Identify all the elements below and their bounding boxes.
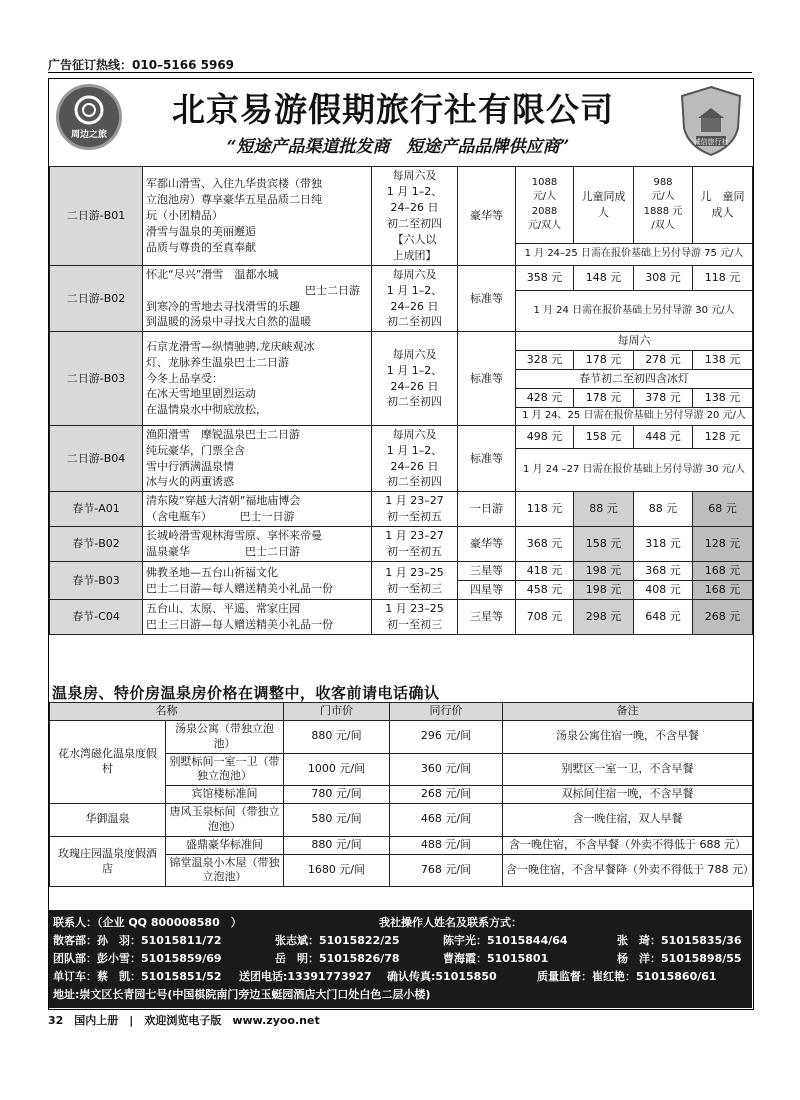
- contact-entry: 岳 明：51015826/78: [275, 952, 400, 965]
- tour-class: 标准等: [458, 265, 516, 332]
- room-type: 汤泉公寓（带独立泡池）: [166, 720, 284, 753]
- hotel-name: 华御温泉: [50, 804, 166, 837]
- tour-code: 二日游-B01: [50, 167, 143, 266]
- snail-icon: [67, 93, 111, 127]
- room-type: 锦堂温泉小木屋（带独立泡池）: [166, 854, 284, 887]
- price-cell: 448 元: [634, 425, 693, 449]
- brand-logo: [56, 84, 122, 150]
- tour-class: 豪华等: [458, 527, 516, 562]
- table-row: [50, 804, 753, 837]
- tour-code: 春节-B02: [50, 527, 143, 562]
- table-row: [50, 492, 753, 527]
- rack-rate: 1680 元/间: [284, 854, 390, 887]
- table-row: [50, 562, 753, 581]
- price-cell: 408 元: [634, 581, 693, 600]
- tour-class: 标准等: [458, 425, 516, 492]
- rack-rate: 1000 元/间: [284, 753, 390, 786]
- header: [48, 78, 752, 166]
- tour-dates: 1 月 23–27 初一至初五: [372, 527, 458, 562]
- contact-panel: [49, 910, 752, 1008]
- price-cell: 88 元: [634, 492, 693, 527]
- tour-dates: 每周六及 1 月 1–2、 24–26 日 初二至初四: [372, 425, 458, 492]
- tour-class: 三星等: [458, 600, 516, 635]
- price-note: 1 月 24–25 日需在报价基础上另付导游 75 元/人: [516, 243, 753, 265]
- price-note: 1 月 24、25 日需在报价基础上另付导游 20 元/人: [516, 408, 753, 426]
- price-cell: 278 元: [634, 351, 693, 370]
- price-cell: 648 元: [634, 600, 693, 635]
- tour-class: 标准等: [458, 332, 516, 425]
- table-row: [50, 527, 753, 562]
- logo-text: 周边之旅: [70, 130, 107, 140]
- tour-dates: 每周六及 1 月 1–2、 24–26 日 初二至初四: [372, 332, 458, 425]
- col-header: 门市价: [284, 703, 390, 721]
- tour-dates: 每周六及 1 月 1–2、 24–26 日 初二至初四: [372, 265, 458, 332]
- col-header: 同行价: [390, 703, 503, 721]
- net-rate: 268 元/间: [390, 786, 503, 804]
- rack-rate: 880 元/间: [284, 720, 390, 753]
- contact-entry: 曹海霞：51015801: [443, 952, 549, 965]
- price-cell: 118 元: [516, 492, 574, 527]
- room-type: 宾馆楼标准间: [166, 786, 284, 804]
- room-note: 含一晚住宿，不含早餐（外卖不得低于 688 元）: [503, 836, 753, 854]
- price-cell: 418 元: [516, 562, 574, 581]
- room-note: 含一晚住宿，双人早餐: [503, 804, 753, 837]
- contact-entry: 陈宇光：51015844/64: [443, 934, 568, 947]
- table-row: [50, 265, 753, 291]
- contact-header: 联系人：（企业 QQ 800008580 ）: [53, 916, 242, 929]
- rack-rate: 580 元/间: [284, 804, 390, 837]
- price-cell: 268 元: [693, 600, 753, 635]
- tour-code: 二日游-B04: [50, 425, 143, 492]
- price-cell: 178 元: [574, 351, 634, 370]
- price-cell: 88 元: [574, 492, 634, 527]
- price-cell: 儿童同成人: [574, 167, 634, 244]
- price-subheader: 春节初二至初四含冰灯: [516, 370, 753, 389]
- room-note: 双标间住宿一晚，不含早餐: [503, 786, 753, 804]
- price-cell: 158 元: [574, 527, 634, 562]
- tour-dates: 1 月 23–25 初一至初三: [372, 562, 458, 600]
- price-cell: 1088 元/人 2088 元/双人: [516, 167, 574, 244]
- net-rate: 360 元/间: [390, 753, 503, 786]
- col-header: 备注: [503, 703, 753, 721]
- table-row: [50, 600, 753, 635]
- tour-desc: 清东陵“穿越大清朝”福地庙博会 （含电瓶车） 巴士一日游: [143, 492, 372, 527]
- price-cell: 198 元: [574, 562, 634, 581]
- room-type: 盛鼎豪华标准间: [166, 836, 284, 854]
- price-cell: 138 元: [693, 389, 753, 408]
- address: 地址:崇文区长青园七号(中国棋院南门旁边玉蜓园酒店大门口处白色二层小楼): [53, 988, 431, 1001]
- room-type: 唐风玉泉标间（带独立泡池）: [166, 804, 284, 837]
- col-header: 名称: [50, 703, 284, 721]
- tour-class: 一日游: [458, 492, 516, 527]
- contact-entry: 质量监督：崔红艳：51015860/61: [537, 970, 717, 983]
- integrity-badge: [678, 84, 744, 158]
- price-cell: 198 元: [574, 581, 634, 600]
- price-cell: 118 元: [693, 265, 753, 291]
- contact-entry: 送团电话:13391773927: [239, 970, 372, 983]
- contact-entry: 确认传真:51015850: [387, 970, 497, 983]
- price-cell: 308 元: [634, 265, 693, 291]
- ad-hotline: 广告征订热线：010–5166 5969: [48, 58, 235, 72]
- price-cell: 168 元: [693, 562, 753, 581]
- tour-class: 四星等: [458, 581, 516, 600]
- price-cell: 298 元: [574, 600, 634, 635]
- table-row: [50, 332, 753, 351]
- price-cell: 128 元: [693, 527, 753, 562]
- room-note: 别墅区一室一卫，不含早餐: [503, 753, 753, 786]
- contact-entry: 杨 洋：51015898/55: [617, 952, 742, 965]
- slogan: “短途产品渠道批发商 短途产品品牌供应商”: [226, 137, 570, 157]
- table-row: [50, 720, 753, 753]
- price-subheader: 每周六: [516, 332, 753, 351]
- hotel-name: 玫瑰庄园温泉度假酒店: [50, 836, 166, 887]
- tour-code: 春节-A01: [50, 492, 143, 527]
- net-rate: 768 元/间: [390, 854, 503, 887]
- shield-icon: [678, 84, 744, 158]
- tour-desc: 五台山、太原、平遥、常家庄园 巴士三日游—每人赠送精美小礼品一份: [143, 600, 372, 635]
- tour-price-table: [49, 166, 756, 635]
- tour-dates: 1 月 23–25 初一至初三: [372, 600, 458, 635]
- table-header-row: [50, 703, 753, 721]
- tour-desc: 石京龙滑雪—纵情驰骋,龙庆峡观冰 灯、龙脉养生温泉巴士二日游 今冬上品享受： 在冰天雪地里剧烈运动 在温情泉水中彻底放松，: [143, 332, 372, 425]
- price-cell: 178 元: [574, 389, 634, 408]
- rack-rate: 880 元/间: [284, 836, 390, 854]
- tour-class: 豪华等: [458, 167, 516, 266]
- table-row: [50, 836, 753, 854]
- price-cell: 328 元: [516, 351, 574, 370]
- price-cell: 988 元/人 1888 元 /双人: [634, 167, 693, 244]
- price-cell: 458 元: [516, 581, 574, 600]
- price-cell: 148 元: [574, 265, 634, 291]
- tour-code: 二日游-B03: [50, 332, 143, 425]
- price-cell: 368 元: [634, 562, 693, 581]
- tour-desc: 怀北“尽兴”滑雪 温都水城 巴士二日游 到寒冷的雪地去寻找滑雪的乐趣 到温暖的汤泉中寻找大自然的温暖: [143, 265, 372, 332]
- tour-class: 三星等: [458, 562, 516, 581]
- tour-dates: 1 月 23–27 初一至初五: [372, 492, 458, 527]
- operators-header: 我社操作人姓名及联系方式：: [379, 916, 522, 929]
- price-cell: 358 元: [516, 265, 574, 291]
- tour-dates: 每周六及 1 月 1–2、 24–26 日 初二至初四 【六人以 上成团】: [372, 167, 458, 266]
- tour-code: 春节-B03: [50, 562, 143, 600]
- page-footer: 32 国内上册 | 欢迎浏览电子版 www.zyoo.net: [48, 1014, 320, 1027]
- tour-desc: 军都山滑雪、入住九华贵宾楼（带独 立泡池房）尊享豪华五星品质二日纯 玩（小团精品） 滑雪与温泉的美丽邂逅 品质与尊贵的至真奉献: [143, 167, 372, 266]
- company-name: 北京易游假期旅行社有限公司: [172, 90, 614, 129]
- price-cell: 378 元: [634, 389, 693, 408]
- contact-entry: 团队部：彭小雪：51015859/69: [53, 952, 222, 965]
- price-cell: 68 元: [693, 492, 753, 527]
- room-note: 汤泉公寓住宿一晚，不含早餐: [503, 720, 753, 753]
- price-cell: 368 元: [516, 527, 574, 562]
- tour-code: 二日游-B02: [50, 265, 143, 332]
- price-cell: 128 元: [693, 425, 753, 449]
- contact-entry: 散客部：孙 羽：51015811/72: [53, 934, 222, 947]
- price-note: 1 月 24 日需在报价基础上另付导游 30 元/人: [516, 291, 753, 332]
- rack-rate: 780 元/间: [284, 786, 390, 804]
- top-rule: [48, 72, 752, 73]
- price-cell: 428 元: [516, 389, 574, 408]
- price-cell: 498 元: [516, 425, 574, 449]
- tour-desc: 佛教圣地—五台山祈福文化 巴士二日游—每人赠送精美小礼品一份: [143, 562, 372, 600]
- badge-text: 诚信旅行社: [693, 138, 729, 146]
- price-note: 1 月 24 –27 日需在报价基础上另付导游 30 元/人: [516, 449, 753, 492]
- room-type: 别墅标间一室一卫（带独立泡池）: [166, 753, 284, 786]
- price-cell: 儿 童同 成人: [693, 167, 753, 244]
- tour-desc: 长城岭滑雪观林海雪原、享怀来帝曼 温泉豪华 巴士二日游: [143, 527, 372, 562]
- net-rate: 488 元/间: [390, 836, 503, 854]
- table-row: [50, 167, 753, 244]
- hotel-name: 花水湾磁化温泉度假村: [50, 720, 166, 803]
- hotel-price-table: [49, 702, 753, 887]
- contact-entry: 单订车：蔡 凯：51015851/52: [53, 970, 222, 983]
- price-cell: 318 元: [634, 527, 693, 562]
- contact-entry: 张 琦：51015835/36: [617, 934, 742, 947]
- price-cell: 138 元: [693, 351, 753, 370]
- tour-code: 春节-C04: [50, 600, 143, 635]
- price-cell: 708 元: [516, 600, 574, 635]
- price-cell: 158 元: [574, 425, 634, 449]
- table-row: [50, 425, 753, 449]
- room-note: 含一晚住宿，不含早餐降（外卖不得低于 788 元）: [503, 854, 753, 887]
- contact-entry: 张志斌：51015822/25: [275, 934, 400, 947]
- tour-desc: 渔阳滑雪 摩锐温泉巴士二日游 纯玩豪华，门票全含 雪中行洒满温泉情 冰与火的两重诱惑: [143, 425, 372, 492]
- price-cell: 168 元: [693, 581, 753, 600]
- net-rate: 296 元/间: [390, 720, 503, 753]
- net-rate: 468 元/间: [390, 804, 503, 837]
- hotel-notice-banner: 温泉房、特价房温泉房价格在调整中，收客前请电话确认: [52, 684, 440, 702]
